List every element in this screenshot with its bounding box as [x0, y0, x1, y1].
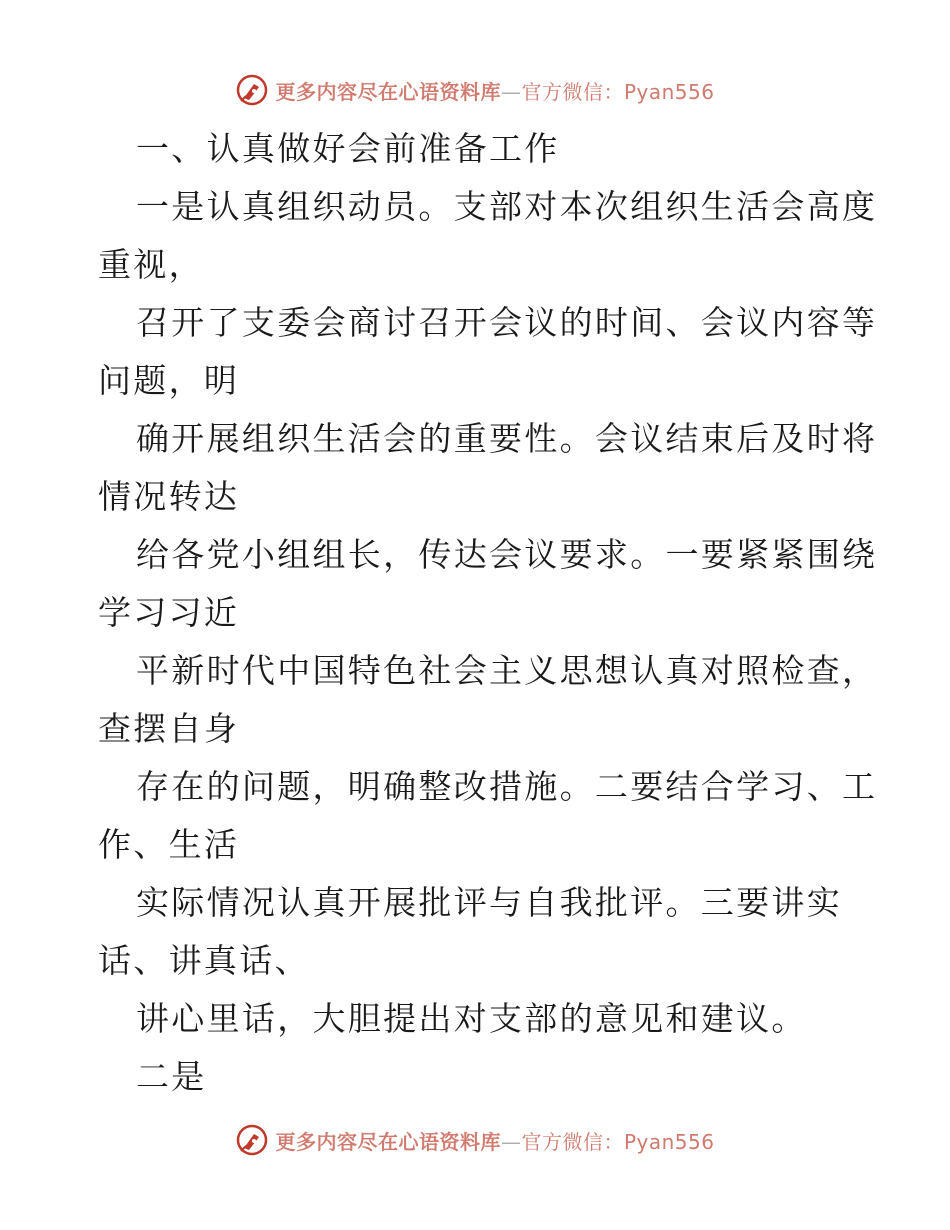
header-wechat-text: 官方微信：Pyan556 [521, 79, 715, 104]
paragraph-line: 讲心里话，大胆提出对支部的意见和建议。 [136, 999, 807, 1038]
paragraph-line: 学习习近 [98, 593, 240, 632]
paragraph-line: 情况转达 [98, 477, 240, 516]
footer-wechat-text: 官方微信：Pyan556 [521, 1129, 715, 1154]
paragraph-line: 一是认真组织动员。支部对本次组织生活会高度 [136, 187, 878, 226]
header-watermark [0, 70, 950, 110]
paragraph-line: 查摆自身 [98, 709, 240, 748]
footer-banner-text [275, 1126, 714, 1155]
paragraph-line: 话、讲真话、 [98, 941, 310, 980]
paragraph-line: 存在的问题，明确整改措施。二要结合学习、工 [136, 767, 878, 806]
paragraph-line: 实际情况认真开展批评与自我批评。三要讲实 [136, 883, 842, 922]
footer-separator: — [500, 1129, 522, 1154]
footer-library-text: 更多内容尽在心语资料库 [275, 1129, 501, 1154]
pen-nib-logo-icon [235, 1123, 269, 1157]
header-banner-text [275, 76, 714, 105]
paragraph-line: 作、生活 [98, 825, 240, 864]
paragraph-line: 问题，明 [98, 361, 240, 400]
paragraph-line: 重视， [98, 245, 204, 284]
paragraph-line: 平新时代中国特色社会主义思想认真对照检查， [136, 651, 878, 690]
paragraph-line: 召开了支委会商讨召开会议的时间、会议内容等 [136, 303, 878, 342]
paragraph-line: 确开展组织生活会的重要性。会议结束后及时将 [136, 419, 878, 458]
header-library-text: 更多内容尽在心语资料库 [275, 79, 501, 104]
document-body [98, 120, 878, 1106]
paragraph-line: 二是 [136, 1057, 207, 1096]
pen-nib-logo-icon [235, 73, 269, 107]
header-separator: — [500, 79, 522, 104]
section-heading: 一、认真做好会前准备工作 [136, 129, 560, 168]
paragraph-line: 给各党小组组长，传达会议要求。一要紧紧围绕 [136, 535, 878, 574]
footer-watermark [0, 1120, 950, 1160]
